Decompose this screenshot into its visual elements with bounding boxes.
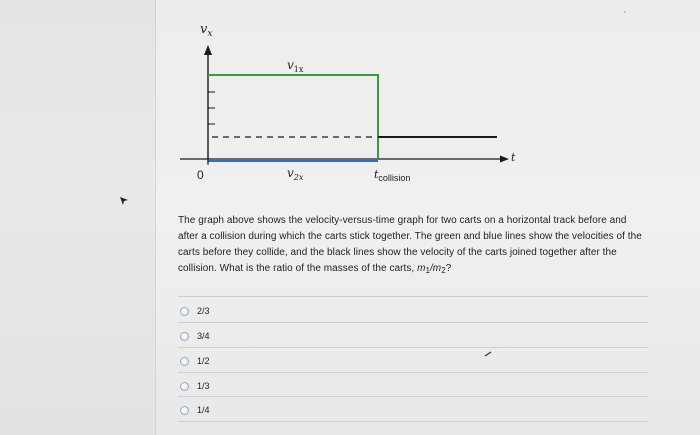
option-label: 2/3 — [197, 306, 210, 316]
x-axis-arrow — [500, 156, 509, 163]
mouse-cursor-icon — [119, 196, 129, 206]
answer-option-5[interactable] — [180, 401, 210, 419]
y-axis-arrow — [204, 45, 212, 55]
answer-option-1[interactable] — [180, 302, 210, 320]
option-divider — [178, 396, 648, 397]
m2-subscript: 2 — [441, 266, 446, 275]
y-axis-label: $v_x$ — [200, 22, 213, 39]
question-text — [178, 213, 648, 279]
option-label: 3/4 — [197, 331, 210, 341]
cart1-velocity-line — [208, 75, 378, 158]
option-divider — [178, 421, 648, 422]
divider — [178, 296, 648, 297]
m2-symbol: m — [432, 263, 442, 274]
radio-button[interactable] — [180, 406, 189, 415]
radio-button[interactable] — [180, 357, 189, 366]
origin-label: 0 — [197, 168, 204, 182]
question-body: The graph above shows the velocity-versus-time graph for two carts on a horizontal track before and after a collision during which the carts stick together. The green and blue lines show the velocities of the carts before they collide, and the black lines show the velocity of the carts joined together after the collision. What is the ratio of the masses of the carts, — [178, 215, 642, 274]
answer-option-4[interactable] — [180, 377, 210, 395]
option-label: 1/4 — [197, 405, 210, 415]
option-divider — [178, 372, 648, 373]
answer-option-3[interactable] — [180, 352, 210, 370]
option-label: 1/3 — [197, 381, 210, 391]
radio-button[interactable] — [180, 382, 189, 391]
option-divider — [178, 322, 648, 323]
m1-subscript: 1 — [425, 266, 430, 275]
question-mark: ? — [445, 263, 452, 274]
option-divider — [178, 347, 648, 348]
radio-button[interactable] — [180, 307, 189, 316]
x-axis-label: t — [511, 151, 516, 164]
answer-option-2[interactable] — [180, 327, 210, 345]
option-label: 1/2 — [197, 356, 210, 366]
collision-label: $t_{collision}$ — [374, 168, 411, 183]
radio-button[interactable] — [180, 332, 189, 341]
ratio-slash: / — [429, 263, 433, 274]
m1-symbol: m — [417, 263, 426, 274]
v2x-label: $v_{2x}$ — [287, 166, 304, 182]
v1x-label: $v_{1x}$ — [287, 58, 304, 74]
stray-mark — [484, 351, 492, 357]
velocity-time-graph — [0, 0, 700, 200]
